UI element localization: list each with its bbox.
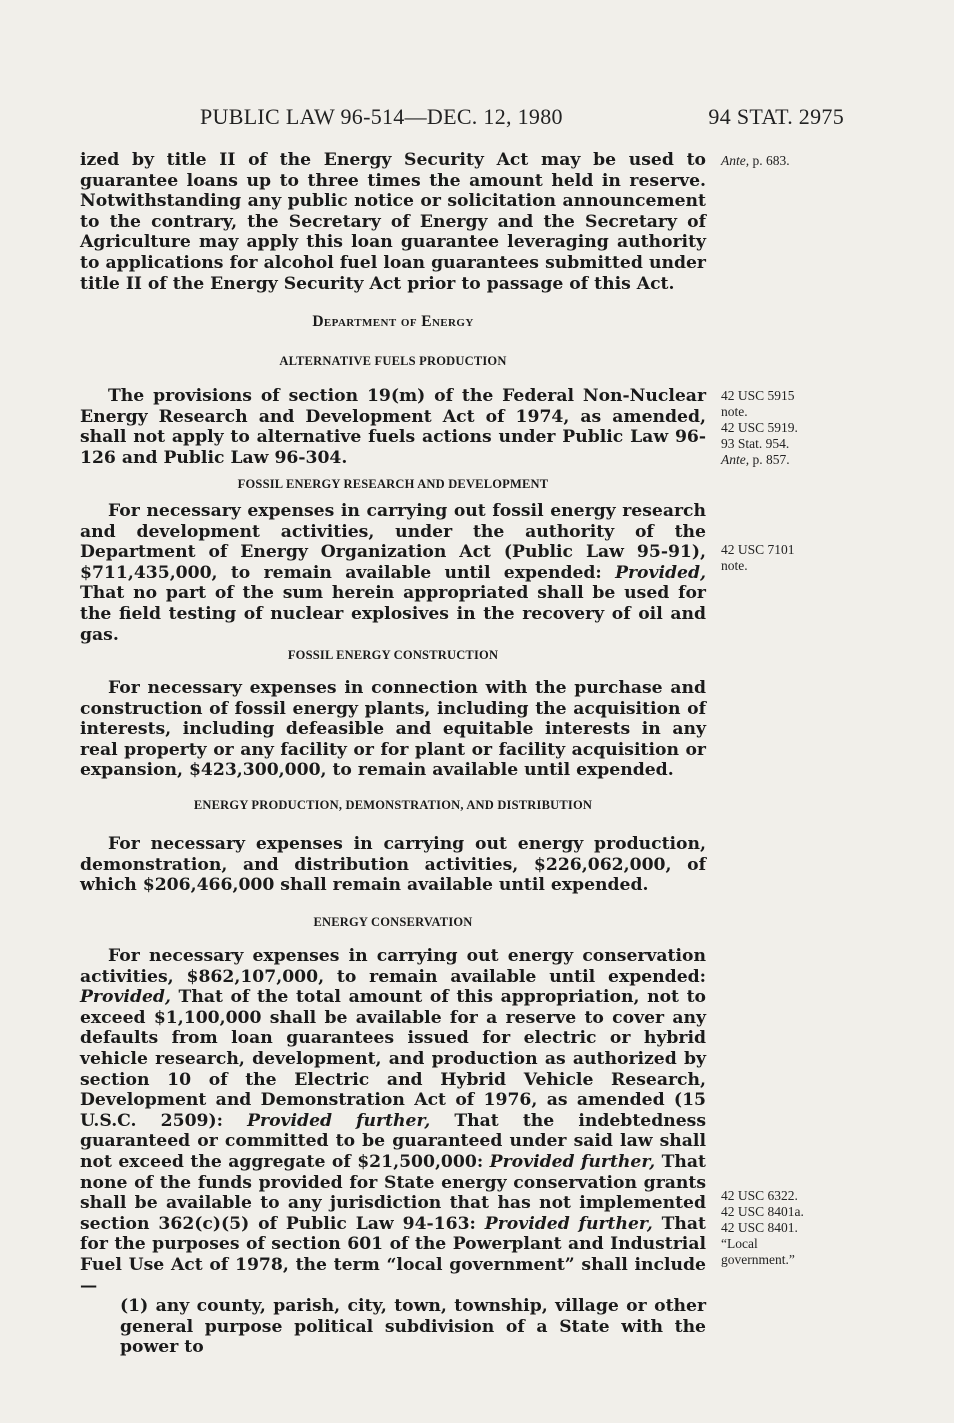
- running-header-right: 94 STAT. 2975: [708, 104, 844, 129]
- conservation-heading: ENERGY CONSERVATION: [313, 915, 473, 929]
- margin-note-usc-block-2: 42 USC 6322. 42 USC 8401a. 42 USC 8401. “Local government.”: [721, 1188, 804, 1267]
- fossil-rd-paragraph: [80, 501, 706, 645]
- margin-note-usc-7101: 42 USC 7101 note.: [721, 542, 795, 573]
- alt-fuels-heading: ALTERNATIVE FUELS PRODUCTION: [279, 354, 507, 368]
- margin-note-usc-block-1: 42 USC 5915 note. 42 USC 5919. 93 Stat. 954. Ante, p. 857.: [721, 388, 798, 467]
- alt-fuels-text: The provisions of section 19(m) of the Federal Non-Nuclear Energy Research and Development Act of 1974, as amended, shall not apply to alternative fuels actions under Public Law 96-126 and Public Law 96-304.: [80, 386, 706, 468]
- production-heading: ENERGY PRODUCTION, DEMONSTRATION, AND DISTRIBUTION: [193, 798, 593, 812]
- fossil-rd-text: For necessary expenses in carrying out fossil energy research and development activities, under the authority of the Department of Energy Organization Act (Public Law 95-91), $711,435,000, to remain available until expended: Provided, That no part of the sum herein appropriated shall be used for the field testing of nuclear explosives in the recovery of oil and gas.: [80, 501, 706, 645]
- fossil-rd-heading: FOSSIL ENERGY RESEARCH AND DEVELOPMENT: [237, 477, 549, 491]
- conservation-paragraph: [80, 946, 706, 1358]
- alt-fuels-paragraph: [80, 386, 706, 468]
- running-header-left: PUBLIC LAW 96-514—DEC. 12, 1980: [200, 104, 563, 129]
- fossil-construction-paragraph: [80, 678, 706, 781]
- intro-text: ized by title II of the Energy Security Act may be used to guarantee loans up to three times the amount held in reserve. Notwithstanding any public notice or solicitation announcement to the contrary, the Secretary of Energy and the Secretary of Agriculture may apply this loan guarantee leveraging authority to applications for alcohol fuel loan guarantees submitted under title II of the Energy Security Act prior to passage of this Act.: [80, 150, 706, 294]
- production-text: For necessary expenses in carrying out energy production, demonstration, and distribution activities, $226,062,000, of which $206,466,000 shall remain available until expended.: [80, 834, 706, 896]
- fossil-construction-heading: FOSSIL ENERGY CONSTRUCTION: [287, 648, 499, 662]
- fossil-construction-text: For necessary expenses in connection with the purchase and construction of fossil energy plants, including the acquisition of interests, including defeasible and equitable interests in any real property or any facility or for plant or facility acquisition or expansion, $423,300,000, to remain available until expended.: [80, 678, 706, 781]
- intro-paragraph: [80, 150, 706, 294]
- conservation-text: For necessary expenses in carrying out energy conservation activities, $862,107,000, to remain available until expended: Provided, That of the total amount of this appropriation, not to exceed $1,100,000 shall be available for a reserve to cover any defaults from loan guarantees issued for electric or hybrid vehicle research, development, and production as authorized by section 10 of the Electric and Hybrid Vehicle Research, Development and Demonstration Act of 1976, as amended (15 U.S.C. 2509): Provided further, That the indebtedness guaranteed or committed to be guaranteed under said law shall not exceed the aggregate of $21,500,000: Provided further, That none of the funds provided for State energy conservation grants shall be available to any jurisdiction that has not implemented section 362(c)(5) of Public Law 94-163: Provided further, That for the purposes of section 601 of the Powerplant and Industrial Fuel Use Act of 1978, the term “local government” shall include—: [80, 946, 706, 1296]
- department-heading: Department of Energy: [312, 313, 474, 330]
- list-item-1: (1) any county, parish, city, town, township, village or other general purpose political subdivision of a State with the power to: [120, 1296, 706, 1358]
- margin-note-ante-683: Ante, p. 683.: [721, 153, 790, 168]
- production-paragraph: [80, 834, 706, 896]
